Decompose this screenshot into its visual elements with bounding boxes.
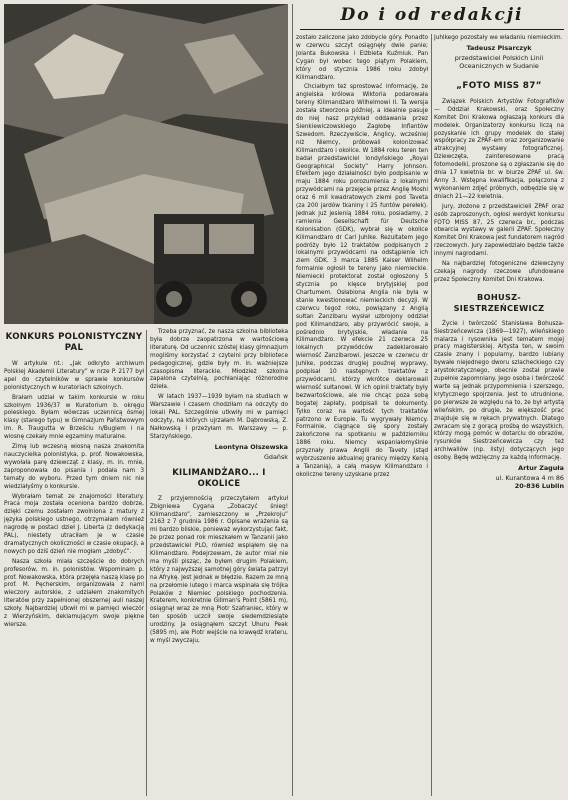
column-divider bbox=[431, 34, 432, 796]
konkurs-place: Gdańsk bbox=[263, 452, 288, 461]
kilimandzaro-org: przedstawiciel Polskich Linii Oceanicznych w Sudanie bbox=[454, 53, 544, 70]
konkurs-paragraph: W latach 1937—1939 byłam na studiach w Warszawie i czasem chodziłam na odczyty do lokali PAL. Szczególnie utkwiły mi w pamięci odczyty, na których ujrzałam M. Dąbrowską, Z. Nałkowską i przeżyłam m. Warszawy — p. Starzyńskiego. bbox=[150, 392, 288, 440]
vintage-car-photo bbox=[4, 4, 288, 324]
konkurs-paragraph: Zimą lub wczesną wiosną nasza znakomita nauczycielka polonistyka, p. prof. Nowakowska, wywołała parę dziewcząt z klasy, m. in. mnie, zaproponowała do pisania i podała nam 3 tematy do wyboru. Przed tym dniem nic nie wiedziałyśmy o konkursie. bbox=[4, 442, 144, 490]
miss-headline: „FOTO MISS 87” bbox=[456, 80, 542, 91]
miss-paragraph: Związek Polskich Artystów Fotografików — Oddział Krakowski, oraz Społeczny Komitet Dni Krakowa ogłaszają konkurs dla modelek. Organizatorzy konkursu liczą na pozyskanie ich grupy modelek do stałej współpracy ze ZPAF-em oraz zorganizowanie atrakcyjnej wystawy fotograficznej. Dziewczęta, zainteresowane pracą fotomodelki, proszone są o zgłaszanie się do dnia 17 kwietnia br. w biurze ZPAF ul. św. Anny 3. Wstępna kwalifikacja, połączona z wykonaniem zdjęć próbnych, odbędzie się w dniach 21—22 kwietnia. bbox=[434, 96, 564, 200]
kilimandzaro-signature: Tadeusz Pisarczyk bbox=[466, 43, 532, 52]
kilimandzaro-paragraph: Juhlkego pozostały we władaniu niemieckim. bbox=[434, 34, 563, 41]
bohusz-headline: BOHUSZ-SIESTRZEŃCEWICZ bbox=[453, 291, 545, 313]
konkurs-paragraph: Nasza szkoła miała szczęście do dobrych profesorów, m. in. polonistów. Wspominam p. prof. Nowakowska, która przejęła naszą klasę po prof. M. Pęcherskim, organizowała z nami wieczory autorskie, z udziałem znakomitych literatów przy zapełnionej obszernej auli naszej szkoły. Najbardziej utkwił mi w pamięci wieczór z Wierzyńskim, deklamującym swoje piękne wiersze. bbox=[4, 556, 144, 628]
konkurs-paragraph: Brałam udział w takim konkursie w roku szkolnym 1936/37 w Kuratorium b. okręgu poleskiego. Byłam wówczas uczennicą ósmej klasy (starego typu) w Gimnazjum Państwowym im. R. Traugutta w Brześciu n/Bugiem i na wiosnę czekały mnie egzaminy maturalne. bbox=[4, 392, 144, 441]
kilimandzaro-paragraph: Chciałbym też sprostować informację, że angielska królowa Wiktoria podarowała tereny Kilimandżaro Wilhelmowi II. Ta wersja została stworzona później, a idealnie pasuje do niej nasz przykład oddawania przez Sienkiewiczowskiego Zagłobę Inflantów Szwedom. Rzeczywiście, Anglicy, wcześniej niż Niemcy, próbowali kolonizować Kilimandżaro i okolice. W 1884 roku teren ten badał przedstawiciel londyńskiego „Royal Geographical Society” Harry Johnson. Efektem jego działalności było podpisanie w maju 1884 roku porozumienia z lokalnymi przywódcami na przejęcie przez Anglię Moshi oraz 6 mil kwadratowych ziemi pod Taveta (za 200 jardów tkaniny i 25 funtów perełek). Jednak już jesienią 1884 roku, posiadamy, z ramienia Gesellschaft für Deutsche Kolonisation (GDK), wybrał się w okolice Kilimandżaro dr Carl Juhlke. Rezultatem jego podróży było 12 traktatów podpisanych z lokalnymi przywódcami na odstąpienie ich ziem GDK. 3 marca 1885 Kaiser Wilhelm formalnie ogłosił te tereny jako niemieckie. Niemiecki protektorat został ogłoszony 5 stycznia po klęsce brytyjskiej pod Chartumem. Osłabiona Anglia nie była w stanie kwestionować niemieckich decyzji. W czerwcu tegoż roku, powiązany z Anglią sułtan Zanzibaru wysłał uzbrojony oddział pod Kilimandżaro, aby przywrócić swoje, a pośrednio brytyjskie, władanie na Kilimandżaro. W efekcie 21 czerwca 25 lokalnych przywódców zadeklarowało wierność Zanzibarowi. Jeszcze w czerwcu dr Juhlke, podczas drugiej pouźnej wyprawy, podpisał 10 następnych traktatów z przywódcami, którzy wkrótce deklarowali wierność sułtanowi. W ich opinii traktaty były bezwartościowe, ale nie chcąc poza sobą bogatej zapłaty, podpisali te dokumenty. Tylko coraz na wartość tych traktatów patrzono w Europie. Tu wygrywały Niemcy. Formalnie, ciągnące się spory zostały zakończone na spotkaniu w październiku 1886 roku. Niemcy wspaniałomyślnie przyznały prawa Anglii do Tavety (stąd wybrzuszenie aktualnej granicy między Kenią a Tanzanią), a całą masyw Kilimandżaro i okoliczne tereny uzyskane przez bbox=[296, 82, 428, 478]
column-divider bbox=[292, 4, 293, 796]
kilimandzaro-paragraph: Z przyjemnością przeczytałem artykuł Zbigniewa Cygana „Zobaczyć śnieg! Kilimandżaro”, zamieszczony w „Przekroju” 2163 z 7 grudnia 1986 r. Opisane wrażenia są mi bardzo bliskie, ponieważ wykorzystując fakt, że przez ponad rok mieszkałem w Tanzanii jako przedstawiciel PLO, również wspiąłem się na Kilimandżaro. Podejrzewam, że autor miał nie ma myśli pisząc, że byłem drugim Polakiem, który z najwyższej samotnej góry świata patrzył na Afrykę. Jest jednak w błędzie. Razem ze mną na przełomie lutego i marca wspinała się trójka Polaków z Niemiec polskiego pochodzenia. Kraterem, konkretnie Gillman's Point (5861 m), osiągnął wraz ze mną Piotr Szafraniec, który w ten sposób uczcił swoje siedemdziesiąte urodziny. Ja osiągnąłem szczyt Uhuru Peak (5895 m), ale Piotr wejście na krawędź krateru, w myśl zwyczaju, bbox=[150, 493, 288, 644]
section-masthead bbox=[300, 3, 564, 30]
column-right bbox=[434, 34, 564, 798]
konkurs-paragraph: W artykule nt.: „Jak odkryto archiwum Polskiej Akademii Literatury” w nrze P. 2177 był apel do czytelników w sprawie konkursów polonistycznych w kuratoriach szkolnych. bbox=[4, 359, 144, 391]
photo-illustration bbox=[4, 4, 288, 324]
bohusz-address-street: ul. Kurantowa 4 m 86 bbox=[495, 474, 564, 483]
bohusz-signature: Artur Zaguła bbox=[518, 464, 564, 473]
kilimandzaro-paragraph: zostało zaliczone jako zdobycie góry. Ponadto w czerwcu szczyt osiągnęły dwie panie; Jolanta Bukowska i Elżbieta Kuźmiuk. Pan Cygan był wobec tego piątym Polakiem, który od stycznia 1986 roku zdobył Kilimandżaro. bbox=[296, 34, 428, 81]
column-divider bbox=[146, 330, 147, 796]
konkurs-headline: KONKURS POLONISTYCZNY PAL bbox=[5, 332, 143, 353]
bohusz-paragraph: Życie i twórczość Stanisława Bohusza-Siestrzeńcewicza (1869—1927), wileńskiego malarza i rysownika jest tematem mojej pracy magisterskiej. Artysta ten, w swoim czasie znany i popularny, bardzo lubiany bywałe niejednego dworu szlacheckiego czy arystokratycznego, obecnie został prawie zupełnie zapomniany. Jego osoba i twórczość warte są jednak przypomnienia i szerszego, krytycznego spojrzenia. Jest to utrudnione, po pierwsze ze względu na to, że był artystą wileńskim, po drugie, że większość prac znajduje się w rękach prywatnych. Dlatego zwracam się z gorącą prośbą do wszystkich, którzy mogą pomóc w dotarciu do obrazów, rysunków Siestrzeńcewicza czy też archiwaliów (np. listy) dotyczących jego osoby. Będę wdzięczny za każdą informację. bbox=[434, 318, 564, 462]
column-kilimandzaro-cont bbox=[296, 34, 428, 798]
konkurs-paragraph: Trzeba przyznać, że nasza szkolna biblioteka była dobrze zaopatrzona w wartościową literaturę. Od uczennic szóstej klasy gimnazjum mogliśmy korzystać z czytelni przy bibliotece pedagogicznej, gdzie były m. in. ważniejsze czasopisma literackie. Młodzież szkolna zapalona czytelnią, pochłaniając różnorodne dzieła. bbox=[150, 328, 288, 391]
kilimandzaro-headline: KILIMANDŻARO... I OKOLICE bbox=[172, 466, 266, 488]
bohusz-address-city: 20-836 Lublin bbox=[514, 482, 564, 491]
column-konkurs bbox=[4, 328, 144, 798]
konkurs-signature: Leontyna Olszewska bbox=[214, 442, 288, 451]
konkurs-paragraph: Wybrałam temat ze znajomości literatury. Praca moja została oceniona bardzo dobrze, dzięki czemu zostałam zwolniona z matury z języka polskiego ustnego, otrzymałam również nagrodę w postaci dzieł J. Liberta (z dedykacją PAL), niestety utraciłam je w czasie dramatycznych okoliczności w czasie okupacji, a nowych po dziś dzień nie mogłam „zdobyć”. bbox=[4, 491, 144, 555]
masthead-title: Do i od redakcji bbox=[340, 5, 524, 25]
column-kilimandzaro bbox=[150, 328, 288, 798]
miss-paragraph: Jury, złożone z przedstawicieli ZPAF oraz osób zaproszonych, ogłosi werdykt konkursu FOTO MISS 87, 25 czerwca br., podczas otwarcia wystawy w galerii ZPAF. Społeczny Komitet Dni Krakowa jest fundatorem nagród rzeczowych. Jury zapowiedziało będzie także innymi nagrodami. bbox=[434, 201, 564, 258]
miss-paragraph: Na najbardziej fotogeniczne dziewczyny czekają nagrody rzeczowe ufundowane przez Społeczny Komitet Dni Krakowa. bbox=[434, 259, 564, 283]
